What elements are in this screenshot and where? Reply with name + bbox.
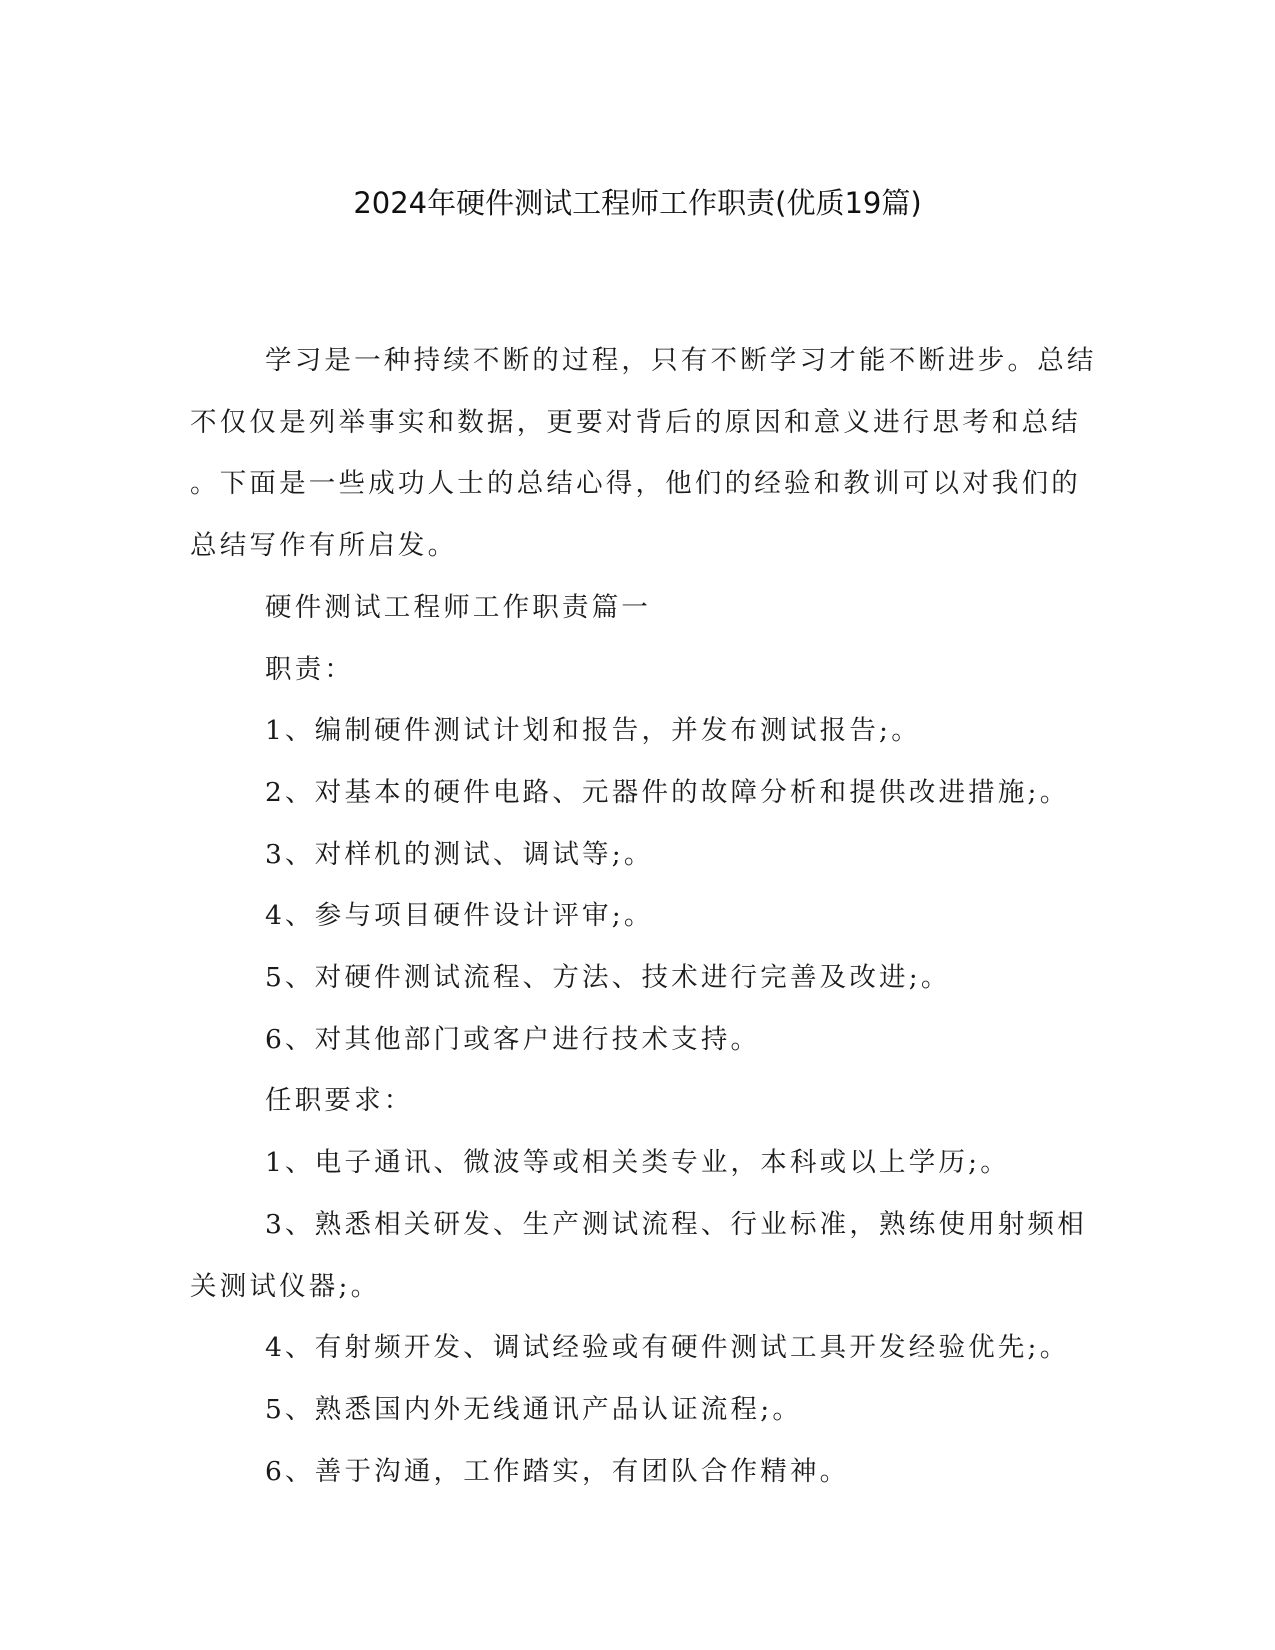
duty-item: 4、参与项目硬件设计评审;。	[265, 900, 654, 932]
intro-line: 总结写作有所启发。	[190, 530, 458, 562]
duty-item: 5、对硬件测试流程、方法、技术进行完善及改进;。	[265, 962, 951, 994]
duty-item: 6、对其他部门或客户进行技术支持。	[265, 1023, 761, 1055]
intro-line: 。下面是一些成功人士的总结心得，他们的经验和教训可以对我们的	[190, 468, 1081, 500]
intro-line: 不仅仅是列举事实和数据，更要对背后的原因和意义进行思考和总结	[190, 406, 1081, 438]
intro-paragraph	[190, 330, 1097, 577]
document-title: 2024年硬件测试工程师工作职责(优质19篇)	[353, 186, 922, 220]
duty-item: 2、对基本的硬件电路、元器件的故障分析和提供改进措施;。	[265, 776, 1070, 808]
requirement-item: 5、熟悉国内外无线通讯产品认证流程;。	[265, 1393, 803, 1425]
document-body	[190, 330, 1097, 1502]
requirement-item	[190, 1194, 1087, 1317]
duty-item: 1、编制硬件测试计划和报告，并发布测试报告;。	[265, 715, 921, 747]
section-heading: 硬件测试工程师工作职责篇一	[265, 591, 652, 623]
requirement-item: 4、有射频开发、调试经验或有硬件测试工具开发经验优先;。	[265, 1332, 1070, 1364]
requirements-label: 任职要求：	[265, 1085, 414, 1117]
duty-item: 3、对样机的测试、调试等;。	[265, 838, 654, 870]
requirement-line: 3、熟悉相关研发、生产测试流程、行业标准，熟练使用射频相	[265, 1208, 1087, 1240]
requirement-item: 1、电子通讯、微波等或相关类专业，本科或以上学历;。	[265, 1147, 1010, 1179]
duties-label: 职责：	[265, 653, 355, 685]
requirement-item: 6、善于沟通，工作踏实，有团队合作精神。	[265, 1455, 850, 1487]
requirement-line: 关测试仪器;。	[190, 1270, 381, 1302]
intro-line: 学习是一种持续不断的过程，只有不断学习才能不断进步。总结	[265, 345, 1097, 376]
